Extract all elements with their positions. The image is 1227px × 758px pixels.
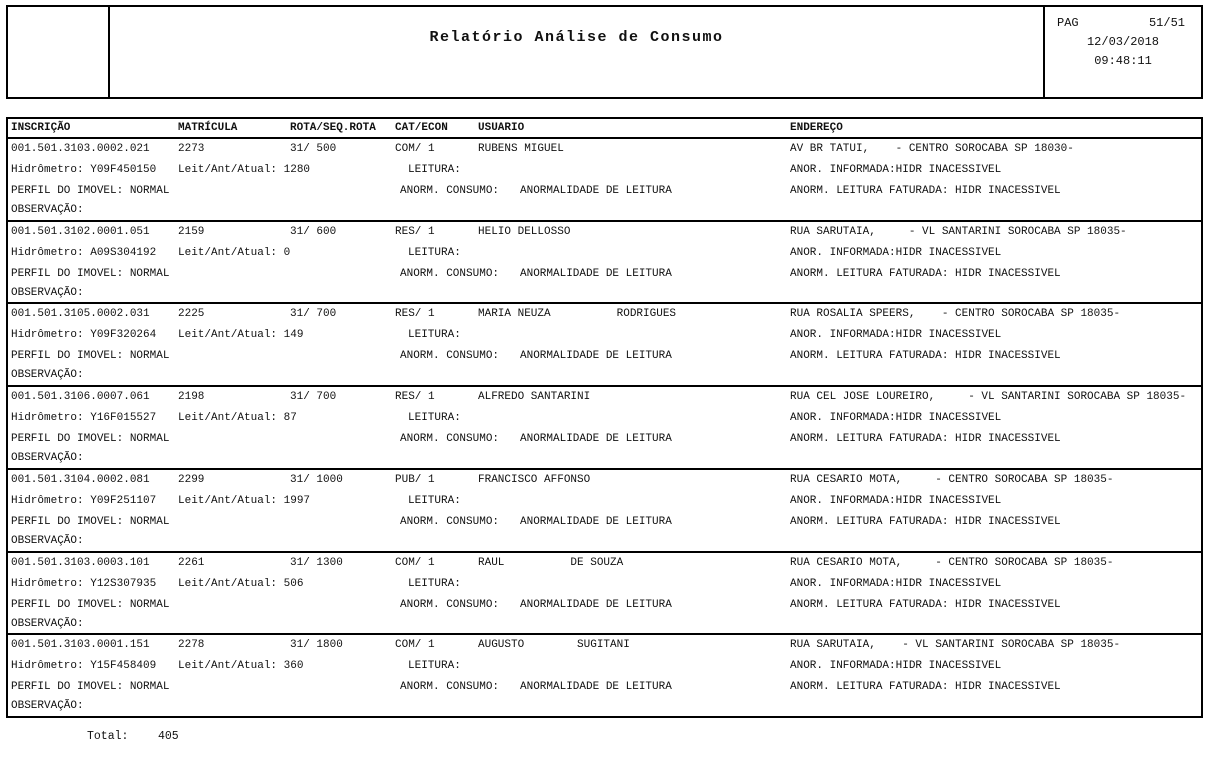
hidrometro-label: Hidrômetro: bbox=[11, 412, 84, 425]
record-anor-informada bbox=[790, 660, 1001, 672]
page-label: PAG bbox=[1057, 16, 1079, 30]
page-info-box bbox=[1045, 7, 1201, 71]
leit-ant-atual-label: Leit/Ant/Atual: bbox=[178, 660, 278, 673]
anor-informada-value: HIDR INACESSIVEL bbox=[895, 329, 1002, 342]
hidrometro-label: Hidrômetro: bbox=[11, 660, 84, 673]
hidrometro-value: Y15F458409 bbox=[90, 660, 157, 673]
record-usuario: FRANCISCO AFFONSO bbox=[478, 473, 591, 486]
anorm-consumo-label: ANORM. CONSUMO: bbox=[400, 433, 500, 446]
anor-informada-label: ANOR. INFORMADA: bbox=[790, 412, 896, 425]
anorm-consumo-label: ANORM. CONSUMO: bbox=[400, 267, 500, 280]
hidrometro-label: Hidrômetro: bbox=[11, 494, 84, 507]
record-inscricao: 001.501.3103.0001.151 bbox=[11, 639, 150, 652]
hidrometro-label: Hidrômetro: bbox=[11, 246, 84, 259]
record-cat-econ: PUB/ 1 bbox=[395, 473, 435, 486]
record-rota-seq: 31/ 1800 bbox=[290, 639, 343, 652]
anor-informada-value: HIDR INACESSIVEL bbox=[895, 164, 1002, 176]
column-usuario: USUARIO bbox=[478, 122, 525, 134]
record-leit-ant-atual bbox=[178, 329, 303, 341]
record-inscricao: 001.501.3105.0002.031 bbox=[11, 308, 150, 321]
anorm-consumo-value: ANORMALIDADE DE LEITURA bbox=[520, 267, 672, 280]
record-usuario: AUGUSTO SUGITANI bbox=[478, 639, 630, 652]
hidrometro-value: A09S304192 bbox=[90, 246, 157, 259]
anorm-consumo-value: ANORMALIDADE DE LEITURA bbox=[520, 681, 672, 694]
column-rota-seq: ROTA/SEQ.ROTA bbox=[290, 122, 376, 134]
anorm-leitura-faturada-value: HIDR INACESSIVEL bbox=[955, 598, 1061, 611]
anor-informada-label: ANOR. INFORMADA: bbox=[790, 329, 896, 342]
report-time: 09:48:11 bbox=[1094, 54, 1152, 68]
record-hidrometro bbox=[11, 329, 156, 341]
record-perfil-imovel bbox=[11, 516, 169, 528]
record-matricula: 2225 bbox=[178, 308, 205, 321]
hidrometro-value: Y09F251107 bbox=[90, 494, 157, 507]
record-anor-informada bbox=[790, 247, 1001, 259]
record-anorm-leitura-faturada bbox=[790, 268, 1061, 280]
column-endereco: ENDEREÇO bbox=[790, 122, 843, 134]
record-leit-ant-atual bbox=[178, 660, 303, 672]
record-matricula: 2261 bbox=[178, 556, 205, 569]
record-hidrometro bbox=[11, 495, 156, 507]
perfil-imovel-label: PERFIL DO IMOVEL: bbox=[11, 681, 124, 694]
hidrometro-label: Hidrômetro: bbox=[11, 329, 84, 342]
record-hidrometro bbox=[11, 578, 156, 590]
perfil-imovel-value: NORMAL bbox=[129, 433, 170, 446]
leitura-label: LEITURA: bbox=[408, 246, 461, 259]
records bbox=[8, 139, 1201, 716]
record-rota-seq: 31/ 600 bbox=[290, 225, 337, 238]
record-leit-ant-atual bbox=[178, 164, 310, 176]
anor-informada-value: HIDR INACESSIVEL bbox=[895, 412, 1002, 425]
record-perfil-imovel bbox=[11, 681, 169, 693]
record-endereco: AV BR TATUI, - CENTRO SOROCABA SP 18030- bbox=[790, 143, 1074, 155]
anorm-consumo-label: ANORM. CONSUMO: bbox=[400, 515, 500, 528]
record-hidrometro bbox=[11, 412, 156, 424]
record-leit-ant-atual bbox=[178, 578, 303, 590]
hidrometro-label: Hidrômetro: bbox=[11, 164, 84, 176]
total-value: 405 bbox=[158, 730, 179, 743]
hidrometro-value: Y12S307935 bbox=[90, 577, 157, 590]
record-cat-econ: COM/ 1 bbox=[395, 556, 435, 569]
hidrometro-value: Y09F450150 bbox=[90, 164, 157, 176]
record-rota-seq: 31/ 1000 bbox=[290, 473, 343, 486]
leitura-label: LEITURA: bbox=[408, 164, 461, 176]
leit-ant-atual-label: Leit/Ant/Atual: bbox=[178, 577, 278, 590]
record-perfil-imovel bbox=[11, 268, 169, 280]
anorm-leitura-faturada-label: ANORM. LEITURA FATURADA: bbox=[790, 433, 949, 446]
anorm-consumo-label: ANORM. CONSUMO: bbox=[400, 681, 500, 694]
leit-ant-atual-label: Leit/Ant/Atual: bbox=[178, 164, 278, 176]
anorm-leitura-faturada-label: ANORM. LEITURA FATURADA: bbox=[790, 185, 949, 197]
leitura-label: LEITURA: bbox=[408, 494, 461, 507]
anorm-consumo-value: ANORMALIDADE DE LEITURA bbox=[520, 433, 672, 446]
anor-informada-value: HIDR INACESSIVEL bbox=[895, 577, 1002, 590]
perfil-imovel-label: PERFIL DO IMOVEL: bbox=[11, 433, 124, 446]
record-cat-econ: COM/ 1 bbox=[395, 143, 435, 155]
perfil-imovel-label: PERFIL DO IMOVEL: bbox=[11, 185, 124, 197]
report-date: 12/03/2018 bbox=[1086, 35, 1159, 49]
consumption-table bbox=[6, 117, 1203, 718]
record-inscricao: 001.501.3104.0002.081 bbox=[11, 473, 150, 486]
record-hidrometro bbox=[11, 660, 156, 672]
anor-informada-value: HIDR INACESSIVEL bbox=[895, 494, 1002, 507]
record-row bbox=[8, 468, 1201, 551]
record-row bbox=[8, 139, 1201, 220]
perfil-imovel-value: NORMAL bbox=[129, 267, 170, 280]
record-anorm-leitura-faturada bbox=[790, 185, 1061, 197]
anorm-consumo-label: ANORM. CONSUMO: bbox=[400, 185, 500, 197]
table-header-row bbox=[8, 119, 1201, 139]
perfil-imovel-label: PERFIL DO IMOVEL: bbox=[11, 515, 124, 528]
anor-informada-value: HIDR INACESSIVEL bbox=[895, 660, 1002, 673]
observacao-label: OBSERVAÇÃO: bbox=[11, 369, 84, 382]
total-label: Total: bbox=[87, 730, 129, 743]
observacao-label: OBSERVAÇÃO: bbox=[11, 617, 84, 630]
perfil-imovel-value: NORMAL bbox=[129, 350, 170, 363]
record-rota-seq: 31/ 1300 bbox=[290, 556, 343, 569]
record-row bbox=[8, 633, 1201, 716]
record-endereco: RUA CESARIO MOTA, - CENTRO SOROCABA SP 18035- bbox=[790, 556, 1114, 569]
record-endereco: RUA CESARIO MOTA, - CENTRO SOROCABA SP 18035- bbox=[790, 473, 1114, 486]
anor-informada-label: ANOR. INFORMADA: bbox=[790, 246, 896, 259]
record-anor-informada bbox=[790, 412, 1001, 424]
leitura-label: LEITURA: bbox=[408, 577, 461, 590]
page-number: 51/51 bbox=[1148, 16, 1185, 30]
anor-informada-label: ANOR. INFORMADA: bbox=[790, 660, 896, 673]
hidrometro-value: Y16F015527 bbox=[90, 412, 157, 425]
record-anor-informada bbox=[790, 329, 1001, 341]
record-row bbox=[8, 385, 1201, 468]
record-anorm-leitura-faturada bbox=[790, 350, 1061, 362]
record-perfil-imovel bbox=[11, 350, 169, 362]
record-leit-ant-atual bbox=[178, 495, 310, 507]
anorm-leitura-faturada-value: HIDR INACESSIVEL bbox=[955, 433, 1061, 446]
observacao-label: OBSERVAÇÃO: bbox=[11, 534, 84, 547]
record-leit-ant-atual bbox=[178, 247, 290, 259]
anorm-leitura-faturada-value: HIDR INACESSIVEL bbox=[955, 350, 1061, 363]
anorm-consumo-value: ANORMALIDADE DE LEITURA bbox=[520, 598, 672, 611]
anorm-leitura-faturada-label: ANORM. LEITURA FATURADA: bbox=[790, 681, 949, 694]
column-matricula: MATRÍCULA bbox=[178, 122, 238, 134]
anorm-consumo-value: ANORMALIDADE DE LEITURA bbox=[520, 515, 672, 528]
observacao-label: OBSERVAÇÃO: bbox=[11, 452, 84, 465]
record-anorm-leitura-faturada bbox=[790, 681, 1061, 693]
perfil-imovel-label: PERFIL DO IMOVEL: bbox=[11, 598, 124, 611]
anorm-consumo-label: ANORM. CONSUMO: bbox=[400, 350, 500, 363]
record-inscricao: 001.501.3103.0003.101 bbox=[11, 556, 150, 569]
leit-ant-atual-label: Leit/Ant/Atual: bbox=[178, 494, 278, 507]
perfil-imovel-label: PERFIL DO IMOVEL: bbox=[11, 267, 124, 280]
perfil-imovel-value: NORMAL bbox=[129, 598, 170, 611]
leit-ant-atual-value: 0 bbox=[283, 246, 291, 259]
observacao-label: OBSERVAÇÃO: bbox=[11, 286, 84, 299]
leit-ant-atual-value: 1997 bbox=[283, 494, 311, 507]
hidrometro-label: Hidrômetro: bbox=[11, 577, 84, 590]
perfil-imovel-value: NORMAL bbox=[129, 681, 170, 694]
hidrometro-value: Y09F320264 bbox=[90, 329, 157, 342]
record-usuario: RAUL DE SOUZA bbox=[478, 556, 624, 569]
record-row bbox=[8, 302, 1201, 385]
leitura-label: LEITURA: bbox=[408, 329, 461, 342]
anorm-leitura-faturada-label: ANORM. LEITURA FATURADA: bbox=[790, 350, 949, 363]
anorm-consumo-value: ANORMALIDADE DE LEITURA bbox=[520, 185, 672, 197]
leit-ant-atual-label: Leit/Ant/Atual: bbox=[178, 329, 278, 342]
record-cat-econ: COM/ 1 bbox=[395, 639, 435, 652]
anorm-leitura-faturada-label: ANORM. LEITURA FATURADA: bbox=[790, 598, 949, 611]
record-leit-ant-atual bbox=[178, 412, 297, 424]
record-rota-seq: 31/ 700 bbox=[290, 391, 337, 404]
leit-ant-atual-label: Leit/Ant/Atual: bbox=[178, 246, 278, 259]
anorm-leitura-faturada-value: HIDR INACESSIVEL bbox=[955, 681, 1061, 694]
record-usuario: RUBENS MIGUEL bbox=[478, 143, 564, 155]
leitura-label: LEITURA: bbox=[408, 660, 461, 673]
record-perfil-imovel bbox=[11, 433, 169, 445]
record-matricula: 2198 bbox=[178, 391, 205, 404]
header-divider-left bbox=[108, 7, 110, 97]
record-row bbox=[8, 220, 1201, 303]
leit-ant-atual-value: 506 bbox=[283, 577, 304, 590]
record-perfil-imovel bbox=[11, 185, 169, 197]
record-row bbox=[8, 551, 1201, 634]
record-perfil-imovel bbox=[11, 599, 169, 611]
anorm-leitura-faturada-label: ANORM. LEITURA FATURADA: bbox=[790, 515, 949, 528]
record-anorm-leitura-faturada bbox=[790, 433, 1061, 445]
record-endereco: RUA SARUTAIA, - VL SANTARINI SOROCABA SP 18035- bbox=[790, 225, 1127, 238]
record-hidrometro bbox=[11, 164, 156, 176]
leitura-label: LEITURA: bbox=[408, 412, 461, 425]
anorm-leitura-faturada-value: HIDR INACESSIVEL bbox=[955, 515, 1061, 528]
record-cat-econ: RES/ 1 bbox=[395, 391, 435, 404]
report-header bbox=[6, 5, 1203, 99]
anorm-leitura-faturada-value: HIDR INACESSIVEL bbox=[955, 267, 1061, 280]
record-matricula: 2273 bbox=[178, 143, 205, 155]
record-inscricao: 001.501.3102.0001.051 bbox=[11, 225, 150, 238]
leit-ant-atual-value: 149 bbox=[283, 329, 304, 342]
anorm-consumo-value: ANORMALIDADE DE LEITURA bbox=[520, 350, 672, 363]
anor-informada-label: ANOR. INFORMADA: bbox=[790, 577, 896, 590]
column-cat-econ: CAT/ECON bbox=[395, 122, 448, 134]
record-rota-seq: 31/ 700 bbox=[290, 308, 337, 321]
record-anor-informada bbox=[790, 578, 1001, 590]
anor-informada-value: HIDR INACESSIVEL bbox=[895, 246, 1002, 259]
record-endereco: RUA CEL JOSE LOUREIRO, - VL SANTARINI SOROCABA SP 18035- bbox=[790, 391, 1187, 404]
leit-ant-atual-value: 87 bbox=[283, 412, 297, 425]
anor-informada-label: ANOR. INFORMADA: bbox=[790, 164, 896, 176]
record-cat-econ: RES/ 1 bbox=[395, 225, 435, 238]
perfil-imovel-value: NORMAL bbox=[129, 185, 170, 197]
record-anor-informada bbox=[790, 164, 1001, 176]
anorm-consumo-label: ANORM. CONSUMO: bbox=[400, 598, 500, 611]
observacao-label: OBSERVAÇÃO: bbox=[11, 700, 84, 713]
anorm-leitura-faturada-value: HIDR INACESSIVEL bbox=[955, 185, 1061, 197]
record-matricula: 2299 bbox=[178, 473, 205, 486]
record-usuario: HELIO DELLOSSO bbox=[478, 225, 571, 238]
anorm-leitura-faturada-label: ANORM. LEITURA FATURADA: bbox=[790, 267, 949, 280]
record-usuario: MARIA NEUZA RODRIGUES bbox=[478, 308, 677, 321]
record-matricula: 2159 bbox=[178, 225, 205, 238]
perfil-imovel-label: PERFIL DO IMOVEL: bbox=[11, 350, 124, 363]
leit-ant-atual-value: 360 bbox=[283, 660, 304, 673]
record-inscricao: 001.501.3106.0007.061 bbox=[11, 391, 150, 404]
record-hidrometro bbox=[11, 247, 156, 259]
record-matricula: 2278 bbox=[178, 639, 205, 652]
perfil-imovel-value: NORMAL bbox=[129, 515, 170, 528]
record-endereco: RUA SARUTAIA, - VL SANTARINI SOROCABA SP 18035- bbox=[790, 639, 1121, 652]
column-inscricao: INSCRIÇÃO bbox=[11, 122, 71, 134]
anor-informada-label: ANOR. INFORMADA: bbox=[790, 494, 896, 507]
observacao-label: OBSERVAÇÃO: bbox=[11, 204, 84, 216]
record-rota-seq: 31/ 500 bbox=[290, 143, 337, 155]
record-anorm-leitura-faturada bbox=[790, 516, 1061, 528]
record-usuario: ALFREDO SANTARINI bbox=[478, 391, 591, 404]
record-inscricao: 001.501.3103.0002.021 bbox=[11, 143, 150, 155]
report-title: Relatório Análise de Consumo bbox=[429, 29, 724, 46]
leit-ant-atual-value: 1280 bbox=[283, 164, 311, 176]
leit-ant-atual-label: Leit/Ant/Atual: bbox=[178, 412, 278, 425]
record-endereco: RUA ROSALIA SPEERS, - CENTRO SOROCABA SP 18035- bbox=[790, 308, 1121, 321]
record-anorm-leitura-faturada bbox=[790, 599, 1061, 611]
record-cat-econ: RES/ 1 bbox=[395, 308, 435, 321]
record-anor-informada bbox=[790, 495, 1001, 507]
